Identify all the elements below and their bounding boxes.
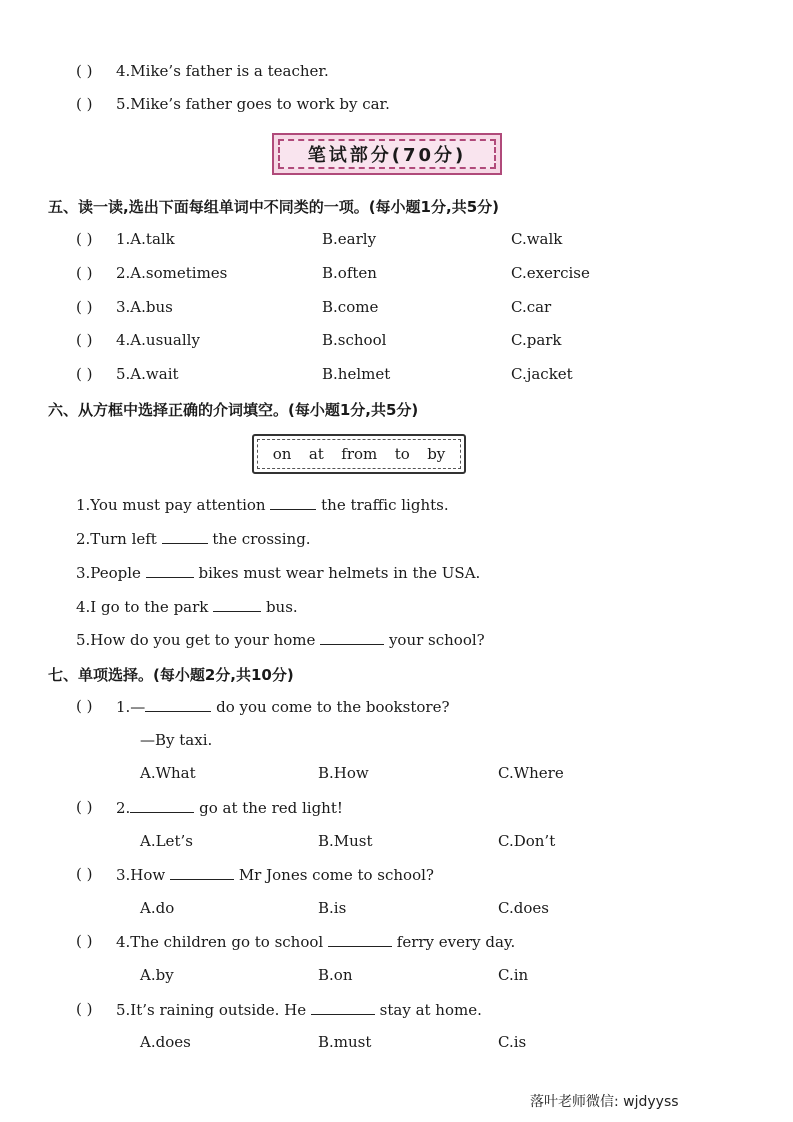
answer-blank[interactable] bbox=[146, 563, 194, 578]
option-b: B.must bbox=[318, 1033, 372, 1051]
question-start: 2. bbox=[116, 799, 131, 817]
section-title: 七、单项选择。(每小题2分,共10分) bbox=[48, 666, 294, 684]
question-end: stay at home. bbox=[379, 1001, 482, 1019]
option-c: C.car bbox=[511, 298, 552, 316]
reply-text: —By taxi. bbox=[140, 731, 213, 749]
answer-paren[interactable]: ( ) bbox=[76, 798, 93, 816]
answer-paren[interactable]: ( ) bbox=[76, 298, 93, 316]
option-b: B.is bbox=[318, 899, 347, 917]
sentence-end: your school? bbox=[388, 631, 485, 649]
sentence-end: the crossing. bbox=[212, 530, 311, 548]
sentence-start: 5.How do you get to your home bbox=[76, 631, 316, 649]
option-b: B.helmet bbox=[322, 365, 391, 383]
question-text bbox=[116, 932, 515, 951]
answer-paren[interactable]: ( ) bbox=[76, 230, 93, 248]
option-c: C.is bbox=[498, 1033, 527, 1051]
option-a: A.What bbox=[140, 764, 196, 782]
answer-blank[interactable] bbox=[162, 529, 208, 544]
sentence-end: bus. bbox=[265, 598, 298, 616]
section-title: 六、从方框中选择正确的介词填空。(每小题1分,共5分) bbox=[48, 401, 419, 419]
question-text bbox=[116, 697, 450, 716]
answer-blank[interactable] bbox=[130, 798, 194, 813]
answer-paren[interactable]: ( ) bbox=[76, 697, 93, 715]
question-text: 5.Mike’s father goes to work by car. bbox=[116, 95, 390, 113]
option-a: 4.A.usually bbox=[116, 331, 200, 349]
option-a: 5.A.wait bbox=[116, 365, 179, 383]
section-title: 五、读一读,选出下面每组单词中不同类的一项。(每小题1分,共5分) bbox=[48, 198, 499, 216]
answer-paren[interactable]: ( ) bbox=[76, 264, 93, 282]
sentence-start: 2.Turn left bbox=[76, 530, 157, 548]
question-start: 1.— bbox=[116, 698, 146, 716]
fill-sentence bbox=[76, 597, 298, 616]
option-c: C.exercise bbox=[511, 264, 590, 282]
fill-sentence bbox=[76, 563, 480, 582]
option-c: C.park bbox=[511, 331, 562, 349]
option-b: B.on bbox=[318, 966, 353, 984]
section-banner bbox=[272, 133, 502, 175]
answer-paren[interactable]: ( ) bbox=[76, 365, 93, 383]
question-text bbox=[116, 1000, 482, 1019]
fill-sentence bbox=[76, 495, 449, 514]
answer-blank[interactable] bbox=[320, 630, 384, 645]
option-a: A.do bbox=[140, 899, 175, 917]
question-text: 4.Mike’s father is a teacher. bbox=[116, 62, 329, 80]
sentence-end: bikes must wear helmets in the USA. bbox=[198, 564, 481, 582]
sentence-end: the traffic lights. bbox=[321, 496, 449, 514]
answer-paren[interactable]: ( ) bbox=[76, 331, 93, 349]
word-box bbox=[252, 434, 466, 474]
option-c: C.Don’t bbox=[498, 832, 556, 850]
option-a: A.by bbox=[140, 966, 174, 984]
answer-blank[interactable] bbox=[328, 932, 392, 947]
option-c: C.does bbox=[498, 899, 549, 917]
word-option: to bbox=[394, 445, 410, 463]
question-end: do you come to the bookstore? bbox=[216, 698, 450, 716]
answer-paren[interactable]: ( ) bbox=[76, 62, 93, 80]
option-b: B.come bbox=[322, 298, 379, 316]
option-b: B.school bbox=[322, 331, 387, 349]
option-b: B.often bbox=[322, 264, 377, 282]
answer-paren[interactable]: ( ) bbox=[76, 865, 93, 883]
option-c: C.in bbox=[498, 966, 529, 984]
sentence-start: 1.You must pay attention bbox=[76, 496, 266, 514]
answer-blank[interactable] bbox=[213, 597, 261, 612]
option-b: B.How bbox=[318, 764, 369, 782]
option-b: B.early bbox=[322, 230, 377, 248]
banner-title: 笔试部分(70分) bbox=[278, 139, 496, 169]
option-a: 2.A.sometimes bbox=[116, 264, 228, 282]
option-b: B.Must bbox=[318, 832, 373, 850]
question-start: 3.How bbox=[116, 866, 166, 884]
option-a: A.Let’s bbox=[140, 832, 193, 850]
fill-sentence bbox=[76, 529, 311, 548]
question-start: 5.It’s raining outside. He bbox=[116, 1001, 307, 1019]
answer-blank[interactable] bbox=[311, 1000, 375, 1015]
answer-blank[interactable] bbox=[170, 865, 234, 880]
sentence-start: 3.People bbox=[76, 564, 141, 582]
fill-sentence bbox=[76, 630, 485, 649]
answer-paren[interactable]: ( ) bbox=[76, 95, 93, 113]
question-end: go at the red light! bbox=[199, 799, 343, 817]
word-option: from bbox=[341, 445, 378, 463]
answer-blank[interactable] bbox=[145, 697, 211, 712]
word-option: on bbox=[272, 445, 292, 463]
footer-contact: 落叶老师微信: wjdyyss bbox=[530, 1094, 679, 1110]
option-a: 3.A.bus bbox=[116, 298, 173, 316]
word-option: by bbox=[427, 445, 446, 463]
question-text bbox=[116, 865, 434, 884]
option-a: 1.A.talk bbox=[116, 230, 175, 248]
answer-blank[interactable] bbox=[270, 495, 316, 510]
question-end: Mr Jones come to school? bbox=[238, 866, 434, 884]
question-start: 4.The children go to school bbox=[116, 933, 324, 951]
word-option: at bbox=[308, 445, 324, 463]
question-text bbox=[116, 798, 343, 817]
question-end: ferry every day. bbox=[396, 933, 516, 951]
sentence-start: 4.I go to the park bbox=[76, 598, 209, 616]
option-c: C.Where bbox=[498, 764, 564, 782]
answer-paren[interactable]: ( ) bbox=[76, 932, 93, 950]
option-a: A.does bbox=[140, 1033, 191, 1051]
answer-paren[interactable]: ( ) bbox=[76, 1000, 93, 1018]
option-c: C.walk bbox=[511, 230, 563, 248]
option-c: C.jacket bbox=[511, 365, 573, 383]
